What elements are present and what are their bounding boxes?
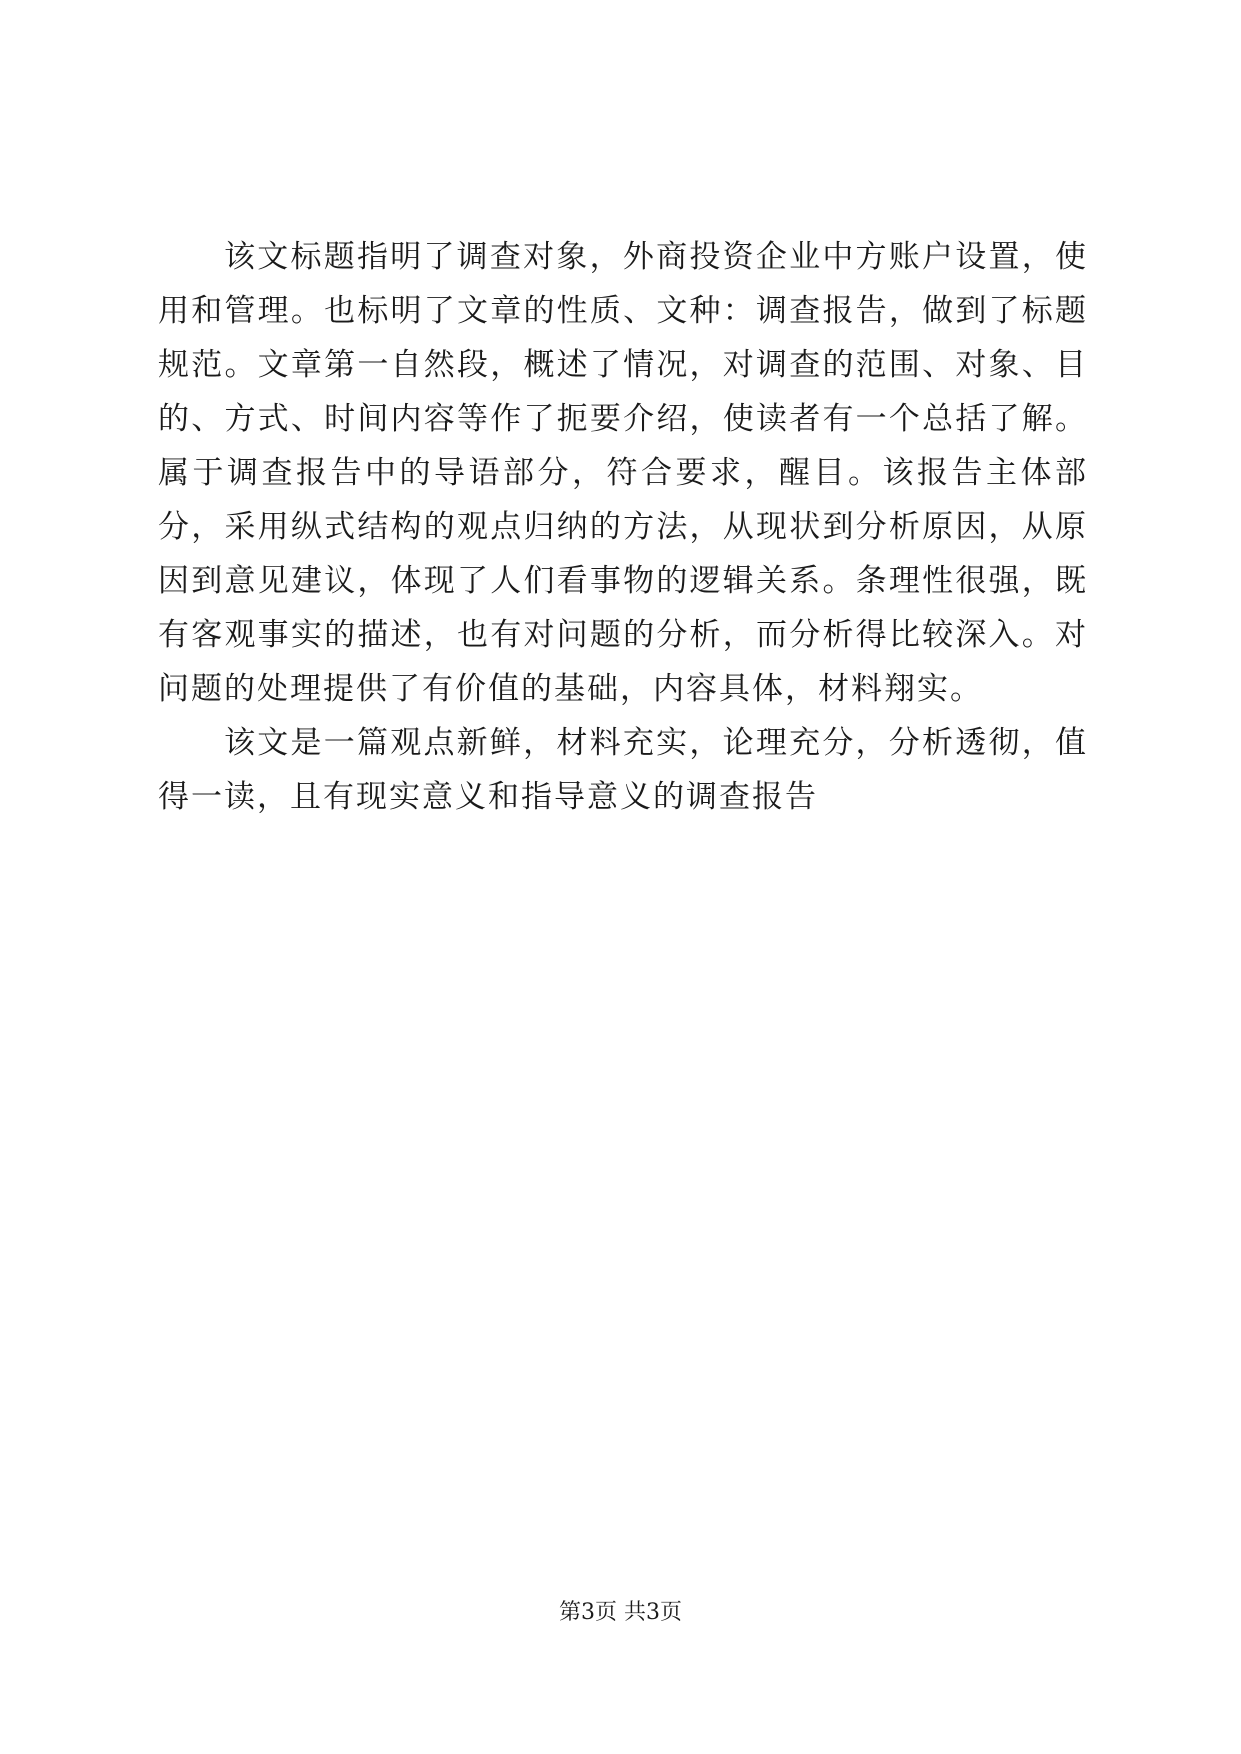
paragraph-conclusion: 该文是一篇观点新鲜，材料充实，论理充分，分析透彻，值得一读，且有现实意义和指导意义的调查报告: [158, 725, 1088, 815]
document-body: [158, 230, 1088, 824]
page-number-footer: 第3页 共3页: [559, 1600, 682, 1625]
paragraph-commentary: 该文标题指明了调查对象，外商投资企业中方账户设置，使用和管理。也标明了文章的性质、文种：调查报告，做到了标题规范。文章第一自然段，概述了情况，对调查的范围、对象、目的、方式、时间内容等作了扼要介绍，使读者有一个总括了解。属于调查报告中的导语部分，符合要求，醒目。该报告主体部分，采用纵式结构的观点归纳的方法，从现状到分析原因，从原因到意见建议，体现了人们看事物的逻辑关系。条理性很强，既有客观事实的描述，也有对问题的分析，而分析得比较深入。对问题的处理提供了有价值的基础，内容具体，材料翔实。: [158, 239, 1088, 707]
